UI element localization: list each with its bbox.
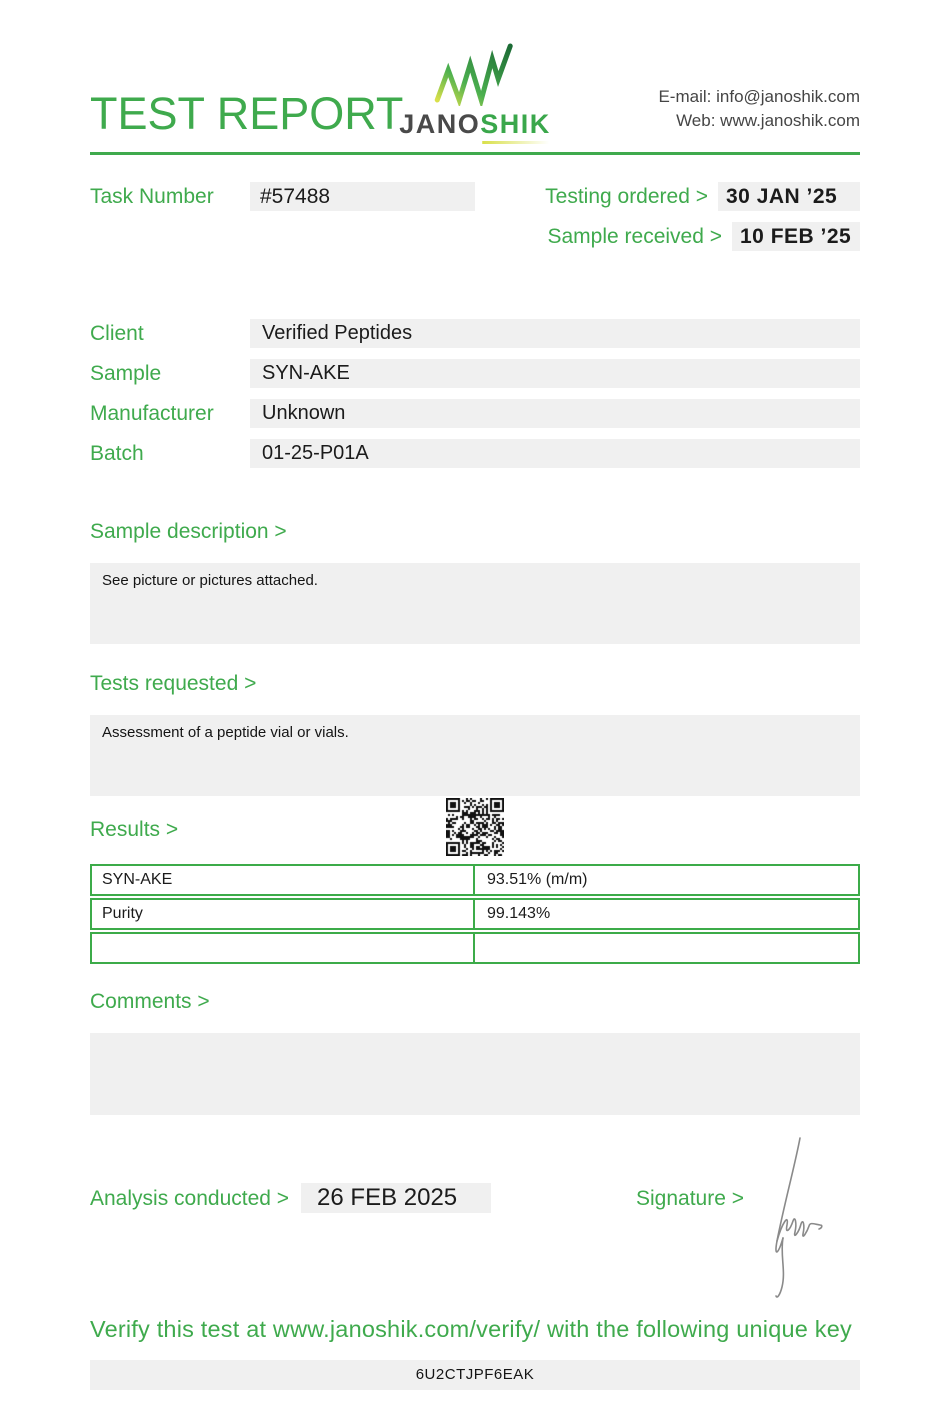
results-table <box>90 864 860 964</box>
result-value: 99.143% <box>487 905 551 923</box>
comments-heading: Comments > <box>90 990 210 1014</box>
sample-value: SYN-AKE <box>250 359 860 388</box>
contact-web-line <box>658 109 860 134</box>
table-row <box>90 932 860 964</box>
task-number-value: #57488 <box>250 182 475 211</box>
result-name <box>92 934 475 962</box>
analysis-signature-row <box>90 1183 860 1213</box>
results-heading: Results > <box>90 818 179 842</box>
batch-value: 01-25-P01A <box>250 439 860 468</box>
unique-key-value: 6U2CTJPF6EAK <box>90 1360 860 1390</box>
detail-row-batch <box>90 439 860 468</box>
dates-block <box>545 182 860 262</box>
testing-ordered-label: Testing ordered > <box>545 185 708 208</box>
client-value: Verified Peptides <box>250 319 860 348</box>
analysis-date-value: 26 FEB 2025 <box>301 1183 491 1213</box>
chart-growth-icon <box>429 42 521 106</box>
sample-received-value: 10 FEB ’25 <box>732 222 860 251</box>
table-row <box>90 864 860 896</box>
detail-row-manufacturer <box>90 399 860 428</box>
task-number-label: Task Number <box>90 185 214 208</box>
qr-code <box>446 798 504 856</box>
page-title: TEST REPORT <box>90 88 404 139</box>
tests-requested-box: Assessment of a peptide vial or vials. <box>90 715 860 796</box>
janoshik-logo <box>399 42 551 138</box>
results-zone <box>90 796 860 864</box>
signature-label: Signature > <box>636 1186 744 1210</box>
header <box>90 42 860 138</box>
signature-image <box>762 1133 842 1303</box>
logo-text-secondary: SHIK <box>480 109 551 139</box>
tests-requested-heading: Tests requested > <box>90 672 257 696</box>
web-label: Web: <box>676 111 716 131</box>
manufacturer-label: Manufacturer <box>90 402 214 425</box>
web-value: www.janoshik.com <box>720 111 860 131</box>
result-name: Purity <box>92 900 475 928</box>
contact-email-line <box>658 85 860 110</box>
client-label: Client <box>90 322 144 345</box>
email-value: info@janoshik.com <box>716 86 860 106</box>
sample-received-label: Sample received > <box>547 225 722 248</box>
email-label: E-mail: <box>658 86 712 106</box>
batch-label: Batch <box>90 442 144 465</box>
sample-received-row <box>545 222 860 251</box>
contact-info <box>658 85 860 138</box>
details-block <box>90 319 860 468</box>
header-divider <box>90 152 860 155</box>
testing-ordered-row <box>545 182 860 211</box>
task-meta-row <box>90 182 860 262</box>
result-value <box>475 934 858 962</box>
table-row <box>90 898 860 930</box>
analysis-conducted-label: Analysis conducted > <box>90 1186 290 1210</box>
logo-wordmark <box>399 111 551 138</box>
result-value: 93.51% (m/m) <box>487 871 588 889</box>
sample-description-heading: Sample description > <box>90 520 287 543</box>
sample-description-box: See picture or pictures attached. <box>90 563 860 644</box>
sample-label: Sample <box>90 362 162 385</box>
manufacturer-value: Unknown <box>250 399 860 428</box>
result-name: SYN-AKE <box>92 866 475 894</box>
testing-ordered-value: 30 JAN ’25 <box>718 182 860 211</box>
logo-text-primary: JANO <box>399 109 481 139</box>
detail-row-client <box>90 319 860 348</box>
comments-box <box>90 1033 860 1115</box>
verify-text: Verify this test at www.janoshik.com/verify/ with the following unique key <box>90 1316 852 1343</box>
detail-row-sample <box>90 359 860 388</box>
